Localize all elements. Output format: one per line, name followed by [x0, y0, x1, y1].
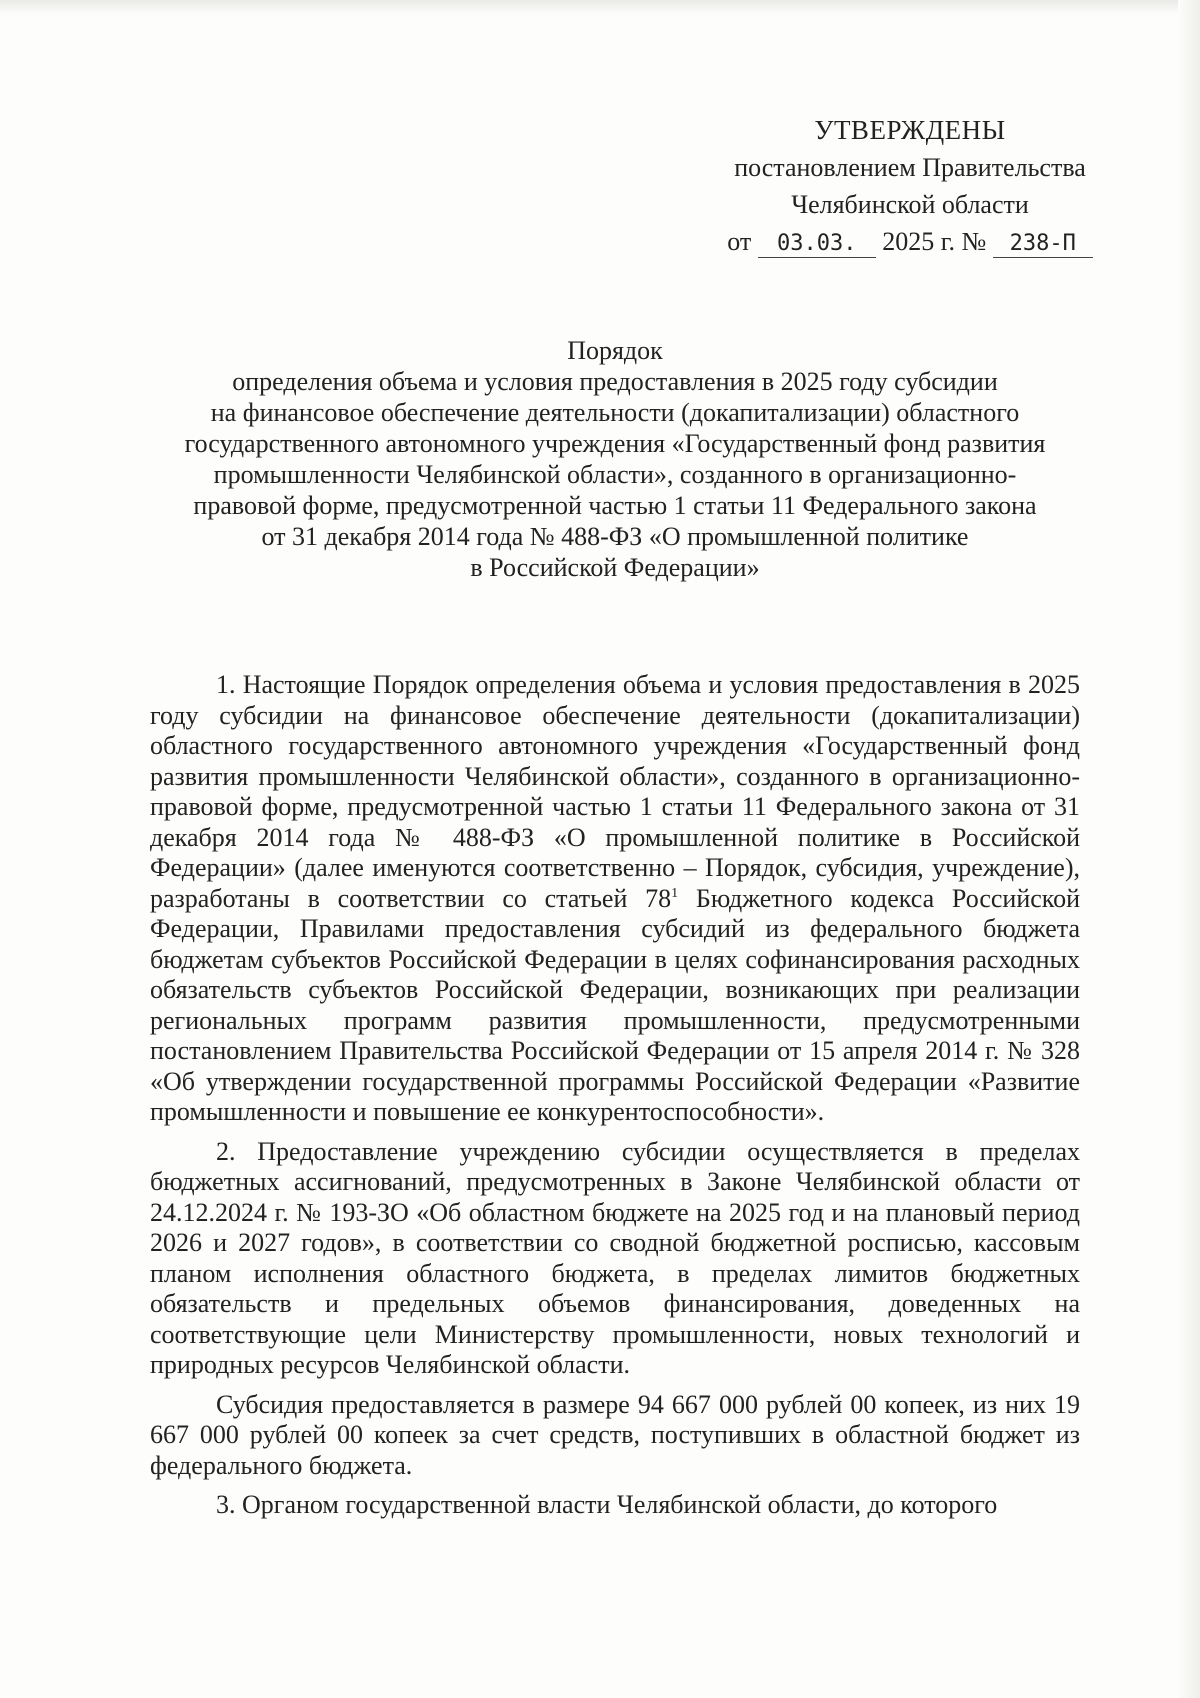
approval-date: 03.03.: [758, 231, 876, 258]
heading-line: в Российской Федерации»: [470, 553, 760, 582]
date-prefix: от: [727, 227, 752, 256]
heading-line: определения объема и условия предоставления в 2025 году субсидии: [232, 367, 998, 396]
paragraph-1: [150, 670, 1080, 1128]
approval-date-line: [700, 223, 1120, 260]
heading-line: правовой форме, предусмотренной частью 1 статьи 11 Федерального закона: [193, 491, 1037, 520]
paragraph-3: 3. Органом государственной власти Челябинской области, до которого: [216, 1490, 998, 1519]
article-superscript: 1: [671, 885, 679, 901]
approval-line-1: постановлением Правительства: [734, 153, 1086, 182]
approval-number: 238-П: [993, 231, 1093, 258]
heading-title: Порядок: [567, 336, 663, 365]
heading-line: от 31 декабря 2014 года № 488-ФЗ «О промышленной политике: [261, 522, 969, 551]
scan-edge-right: [1178, 0, 1200, 1698]
heading-line: государственного автономного учреждения «Государственный фонд развития: [184, 429, 1046, 458]
paragraph-subsidy-amount: Субсидия предоставляется в размере 94 667 000 рублей 00 копеек, из них 19 667 000 рублей 00 копеек за счет средств, поступивших в областной бюджет из федерального бюджета.: [150, 1389, 1080, 1480]
approval-block: [700, 112, 1120, 260]
heading-line: на финансовое обеспечение деятельности (докапитализации) областного: [210, 398, 1020, 427]
paragraph-2: 2. Предоставление учреждению субсидии осуществляется в пределах бюджетных ассигнований, предусмотренных в Законе Челябинской области от 24.12.2024 г. № 193-ЗО «Об областном бюджете на 2025 год и на плановый период 2026 и 2027 годов», в соответствии со сводной бюджетной росписью, кассовым планом исполнения областного бюджета, в пределах лимитов бюджетных обязательств и предельных объемов финансирования, доведенных на соответствующие цели Министерству промышленности, новых технологий и природных ресурсов Челябинской области.: [150, 1136, 1080, 1379]
document-body: [150, 670, 1080, 1530]
approval-title: УТВЕРЖДЕНЫ: [814, 115, 1006, 145]
paragraph-1-text: 1. Настоящие Порядок определения объема и условия предоставления в 2025 году субсидии на финансовое обеспечение деятельности (докапитализации) областного государственного автономного учреждения «Государственный фонд развития промышленности Челябинской области», созданного в организационно-правовой форме, предусмотренной частью 1 статьи 11 Федерального закона от 31 декабря 2014 года № 488-ФЗ «О промышленной политике в Российской Федерации» (далее именуются соответственно – Порядок, субсидия, учреждение), разработаны в соответствии со статьей 78: [150, 670, 1080, 913]
document-heading: [150, 335, 1080, 583]
approval-year: 2025 г. №: [882, 227, 987, 256]
approval-line-2: Челябинской области: [791, 190, 1029, 219]
paragraph-1-text-cont: Бюджетного кодекса Российской Федерации, Правилами предоставления субсидий из федерального бюджета бюджетам субъектов Российской Федерации в целях софинансирования расходных обязательств субъектов Российской Федерации, возникающих при реализации региональных программ развития промышленности, предусмотренными постановлением Правительства Российской Федерации от 15 апреля 2014 г. № 328 «Об утверждении государственной программы Российской Федерации «Развитие промышленности и повышение ее конкурентоспособности».: [150, 883, 1081, 1126]
heading-line: промышленности Челябинской области», созданного в организационно-: [213, 460, 1017, 489]
scan-edge-top: [0, 0, 1200, 14]
